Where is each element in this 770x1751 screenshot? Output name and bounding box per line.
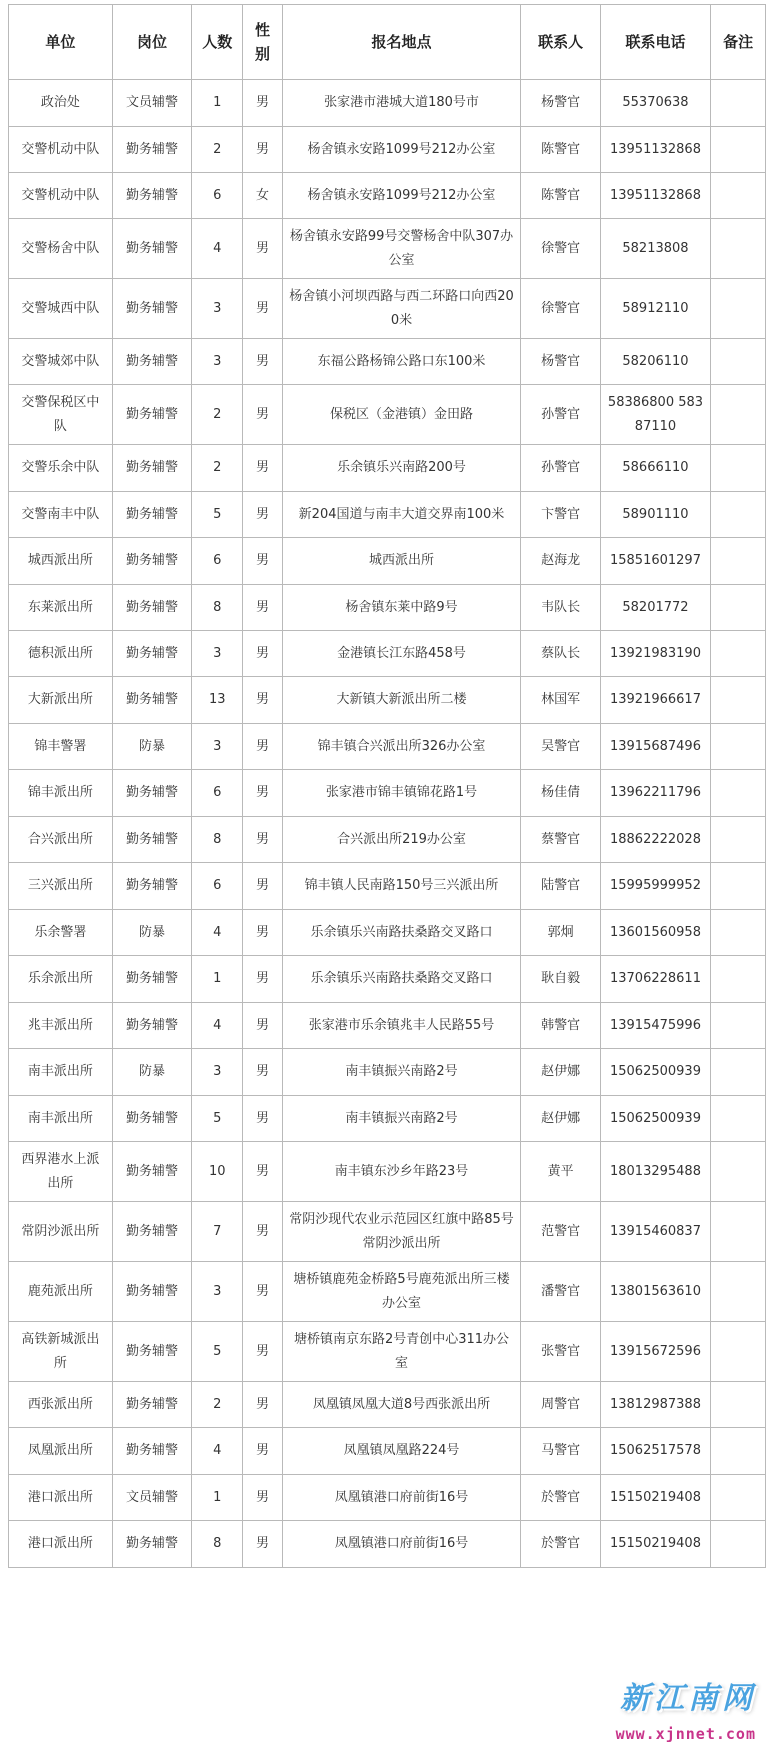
cell-contact: 於警官: [521, 1475, 600, 1521]
table-row: [9, 1521, 766, 1568]
cell-post: 勤务辅警: [112, 339, 191, 385]
cell-gender: 男: [243, 339, 282, 385]
cell-count: 5: [192, 1096, 243, 1142]
header-location: 报名地点: [282, 5, 521, 80]
cell-location: 金港镇长江东路458号: [282, 631, 521, 677]
cell-phone: 15062500939: [600, 1049, 711, 1096]
cell-count: 3: [192, 279, 243, 339]
cell-unit: 港口派出所: [9, 1475, 113, 1521]
cell-unit: 锦丰派出所: [9, 770, 113, 817]
cell-phone: 13812987388: [600, 1382, 711, 1428]
cell-count: 4: [192, 219, 243, 279]
cell-unit: 东莱派出所: [9, 585, 113, 631]
cell-count: 6: [192, 770, 243, 817]
cell-phone: 18862222028: [600, 817, 711, 863]
watermark-logo-text: 新江南网: [620, 1681, 756, 1716]
table-row: [9, 492, 766, 538]
cell-location: 合兴派出所219办公室: [282, 817, 521, 863]
cell-phone: 13601560958: [600, 910, 711, 956]
cell-remarks: [711, 724, 766, 770]
cell-phone: 55370638: [600, 80, 711, 127]
cell-count: 6: [192, 538, 243, 585]
cell-gender: 男: [243, 585, 282, 631]
cell-contact: 卞警官: [521, 492, 600, 538]
cell-post: 防暴: [112, 724, 191, 770]
cell-phone: 13921983190: [600, 631, 711, 677]
cell-post: 勤务辅警: [112, 631, 191, 677]
cell-post: 勤务辅警: [112, 1142, 191, 1202]
cell-remarks: [711, 1382, 766, 1428]
cell-gender: 男: [243, 445, 282, 492]
table-row: [9, 1428, 766, 1475]
cell-post: 勤务辅警: [112, 1382, 191, 1428]
table-row: [9, 80, 766, 127]
table-row: [9, 1142, 766, 1202]
cell-contact: 黄平: [521, 1142, 600, 1202]
cell-gender: 男: [243, 1475, 282, 1521]
cell-gender: 男: [243, 817, 282, 863]
cell-unit: 交警机动中队: [9, 127, 113, 173]
cell-count: 7: [192, 1202, 243, 1262]
cell-contact: 杨佳倩: [521, 770, 600, 817]
cell-contact: 耿自毅: [521, 956, 600, 1003]
cell-count: 2: [192, 445, 243, 492]
table-row: [9, 1202, 766, 1262]
cell-location: 乐余镇乐兴南路扶桑路交叉路口: [282, 956, 521, 1003]
cell-contact: 蔡警官: [521, 817, 600, 863]
cell-location: 大新镇大新派出所二楼: [282, 677, 521, 724]
cell-contact: 孙警官: [521, 445, 600, 492]
cell-post: 勤务辅警: [112, 1428, 191, 1475]
cell-unit: 三兴派出所: [9, 863, 113, 910]
cell-location: 锦丰镇人民南路150号三兴派出所: [282, 863, 521, 910]
table-row: [9, 585, 766, 631]
cell-gender: 男: [243, 1049, 282, 1096]
cell-contact: 郭炯: [521, 910, 600, 956]
cell-gender: 女: [243, 173, 282, 219]
cell-location: 杨舍镇永安路1099号212办公室: [282, 127, 521, 173]
cell-post: 勤务辅警: [112, 817, 191, 863]
cell-phone: 13706228611: [600, 956, 711, 1003]
cell-remarks: [711, 863, 766, 910]
cell-unit: 乐余警署: [9, 910, 113, 956]
cell-gender: 男: [243, 80, 282, 127]
cell-count: 3: [192, 1262, 243, 1322]
table-row: [9, 339, 766, 385]
cell-location: 城西派出所: [282, 538, 521, 585]
cell-remarks: [711, 538, 766, 585]
cell-gender: 男: [243, 279, 282, 339]
table-row: [9, 1003, 766, 1049]
cell-gender: 男: [243, 956, 282, 1003]
cell-gender: 男: [243, 910, 282, 956]
cell-remarks: [711, 1202, 766, 1262]
cell-contact: 徐警官: [521, 219, 600, 279]
cell-location: 张家港市港城大道180号市: [282, 80, 521, 127]
cell-location: 东福公路杨锦公路口东100米: [282, 339, 521, 385]
cell-location: 凤凰镇凤凰大道8号西张派出所: [282, 1382, 521, 1428]
cell-unit: 政治处: [9, 80, 113, 127]
cell-unit: 南丰派出所: [9, 1096, 113, 1142]
cell-post: 勤务辅警: [112, 863, 191, 910]
cell-unit: 合兴派出所: [9, 817, 113, 863]
header-unit: 单位: [9, 5, 113, 80]
cell-remarks: [711, 677, 766, 724]
cell-count: 10: [192, 1142, 243, 1202]
cell-contact: 潘警官: [521, 1262, 600, 1322]
cell-gender: 男: [243, 724, 282, 770]
cell-contact: 林国军: [521, 677, 600, 724]
table-body: [9, 80, 766, 1568]
cell-remarks: [711, 279, 766, 339]
cell-contact: 赵海龙: [521, 538, 600, 585]
cell-phone: 13915672596: [600, 1322, 711, 1382]
cell-unit: 城西派出所: [9, 538, 113, 585]
cell-post: 勤务辅警: [112, 770, 191, 817]
cell-post: 勤务辅警: [112, 677, 191, 724]
cell-phone: 58386800 58387110: [600, 385, 711, 445]
cell-remarks: [711, 631, 766, 677]
cell-count: 8: [192, 585, 243, 631]
cell-location: 凤凰镇港口府前街16号: [282, 1521, 521, 1568]
cell-count: 3: [192, 631, 243, 677]
cell-contact: 陆警官: [521, 863, 600, 910]
cell-remarks: [711, 770, 766, 817]
table-row: [9, 1322, 766, 1382]
cell-remarks: [711, 127, 766, 173]
cell-count: 5: [192, 1322, 243, 1382]
cell-post: 勤务辅警: [112, 1202, 191, 1262]
cell-unit: 交警保税区中队: [9, 385, 113, 445]
cell-post: 勤务辅警: [112, 1322, 191, 1382]
cell-post: 文员辅警: [112, 80, 191, 127]
cell-contact: 韩警官: [521, 1003, 600, 1049]
cell-count: 2: [192, 1382, 243, 1428]
cell-post: 勤务辅警: [112, 385, 191, 445]
cell-unit: 交警机动中队: [9, 173, 113, 219]
cell-remarks: [711, 1096, 766, 1142]
cell-contact: 於警官: [521, 1521, 600, 1568]
cell-count: 4: [192, 910, 243, 956]
table-header-row: [9, 5, 766, 80]
table-row: [9, 1096, 766, 1142]
table-row: [9, 817, 766, 863]
cell-post: 勤务辅警: [112, 127, 191, 173]
cell-contact: 范警官: [521, 1202, 600, 1262]
cell-unit: 西张派出所: [9, 1382, 113, 1428]
watermark-url: www.xjnnet.com: [615, 1725, 756, 1743]
cell-gender: 男: [243, 538, 282, 585]
cell-phone: 58201772: [600, 585, 711, 631]
cell-remarks: [711, 1262, 766, 1322]
cell-count: 1: [192, 80, 243, 127]
cell-location: 常阴沙现代农业示范园区红旗中路85号常阴沙派出所: [282, 1202, 521, 1262]
cell-location: 南丰镇振兴南路2号: [282, 1049, 521, 1096]
cell-remarks: [711, 1003, 766, 1049]
cell-post: 防暴: [112, 910, 191, 956]
cell-remarks: [711, 173, 766, 219]
cell-unit: 西界港水上派出所: [9, 1142, 113, 1202]
cell-unit: 凤凰派出所: [9, 1428, 113, 1475]
cell-unit: 交警乐余中队: [9, 445, 113, 492]
cell-post: 勤务辅警: [112, 173, 191, 219]
table-row: [9, 173, 766, 219]
table-row: [9, 956, 766, 1003]
cell-count: 3: [192, 1049, 243, 1096]
cell-location: 杨舍镇永安路99号交警杨舍中队307办公室: [282, 219, 521, 279]
cell-phone: 13962211796: [600, 770, 711, 817]
cell-gender: 男: [243, 1382, 282, 1428]
cell-phone: 13951132868: [600, 127, 711, 173]
cell-remarks: [711, 219, 766, 279]
table-row: [9, 127, 766, 173]
cell-count: 6: [192, 173, 243, 219]
cell-location: 杨舍镇东莱中路9号: [282, 585, 521, 631]
cell-phone: 15150219408: [600, 1475, 711, 1521]
cell-phone: 18013295488: [600, 1142, 711, 1202]
cell-location: 张家港市乐余镇兆丰人民路55号: [282, 1003, 521, 1049]
cell-unit: 南丰派出所: [9, 1049, 113, 1096]
cell-location: 凤凰镇港口府前街16号: [282, 1475, 521, 1521]
cell-post: 勤务辅警: [112, 956, 191, 1003]
cell-location: 南丰镇东沙乡年路23号: [282, 1142, 521, 1202]
cell-post: 勤务辅警: [112, 585, 191, 631]
cell-remarks: [711, 910, 766, 956]
cell-remarks: [711, 1322, 766, 1382]
cell-contact: 赵伊娜: [521, 1096, 600, 1142]
cell-unit: 德积派出所: [9, 631, 113, 677]
cell-phone: 58666110: [600, 445, 711, 492]
cell-unit: 交警城郊中队: [9, 339, 113, 385]
cell-count: 8: [192, 817, 243, 863]
cell-phone: 58901110: [600, 492, 711, 538]
cell-gender: 男: [243, 1521, 282, 1568]
cell-contact: 赵伊娜: [521, 1049, 600, 1096]
cell-remarks: [711, 956, 766, 1003]
cell-phone: 15062517578: [600, 1428, 711, 1475]
cell-contact: 杨警官: [521, 339, 600, 385]
table-row: [9, 385, 766, 445]
table-row: [9, 445, 766, 492]
cell-gender: 男: [243, 677, 282, 724]
cell-remarks: [711, 1521, 766, 1568]
cell-unit: 兆丰派出所: [9, 1003, 113, 1049]
cell-contact: 徐警官: [521, 279, 600, 339]
header-post: 岗位: [112, 5, 191, 80]
cell-location: 新204国道与南丰大道交界南100米: [282, 492, 521, 538]
cell-phone: 13921966617: [600, 677, 711, 724]
cell-count: 4: [192, 1428, 243, 1475]
cell-unit: 大新派出所: [9, 677, 113, 724]
cell-remarks: [711, 80, 766, 127]
cell-remarks: [711, 445, 766, 492]
cell-remarks: [711, 817, 766, 863]
cell-count: 13: [192, 677, 243, 724]
cell-contact: 杨警官: [521, 80, 600, 127]
cell-count: 4: [192, 1003, 243, 1049]
cell-count: 3: [192, 339, 243, 385]
cell-gender: 男: [243, 1202, 282, 1262]
cell-gender: 男: [243, 863, 282, 910]
table-row: [9, 538, 766, 585]
cell-gender: 男: [243, 492, 282, 538]
cell-post: 勤务辅警: [112, 1003, 191, 1049]
cell-gender: 男: [243, 127, 282, 173]
cell-location: 张家港市锦丰镇锦花路1号: [282, 770, 521, 817]
cell-phone: 15851601297: [600, 538, 711, 585]
cell-phone: 13951132868: [600, 173, 711, 219]
table-row: [9, 219, 766, 279]
cell-location: 南丰镇振兴南路2号: [282, 1096, 521, 1142]
cell-count: 1: [192, 1475, 243, 1521]
cell-post: 勤务辅警: [112, 1096, 191, 1142]
cell-unit: 交警南丰中队: [9, 492, 113, 538]
table-row: [9, 1049, 766, 1096]
cell-phone: 15995999952: [600, 863, 711, 910]
table-row: [9, 910, 766, 956]
cell-phone: 13801563610: [600, 1262, 711, 1322]
header-gender: 性别: [243, 5, 282, 80]
table-row: [9, 279, 766, 339]
header-remarks: 备注: [711, 5, 766, 80]
cell-unit: 乐余派出所: [9, 956, 113, 1003]
cell-gender: 男: [243, 1428, 282, 1475]
cell-phone: 15150219408: [600, 1521, 711, 1568]
table-row: [9, 1475, 766, 1521]
cell-post: 勤务辅警: [112, 1521, 191, 1568]
cell-count: 1: [192, 956, 243, 1003]
recruitment-table: [8, 4, 766, 1568]
cell-unit: 交警杨舍中队: [9, 219, 113, 279]
cell-contact: 周警官: [521, 1382, 600, 1428]
cell-location: 杨舍镇永安路1099号212办公室: [282, 173, 521, 219]
cell-contact: 陈警官: [521, 127, 600, 173]
table-row: [9, 1262, 766, 1322]
table-row: [9, 724, 766, 770]
cell-gender: 男: [243, 385, 282, 445]
cell-gender: 男: [243, 1003, 282, 1049]
cell-remarks: [711, 1049, 766, 1096]
cell-remarks: [711, 585, 766, 631]
cell-gender: 男: [243, 1142, 282, 1202]
cell-phone: 13915687496: [600, 724, 711, 770]
cell-phone: 13915460837: [600, 1202, 711, 1262]
cell-contact: 吴警官: [521, 724, 600, 770]
cell-location: 杨舍镇小河坝西路与西二环路口向西200米: [282, 279, 521, 339]
cell-gender: 男: [243, 631, 282, 677]
cell-remarks: [711, 492, 766, 538]
cell-location: 乐余镇乐兴南路扶桑路交叉路口: [282, 910, 521, 956]
cell-remarks: [711, 385, 766, 445]
cell-count: 5: [192, 492, 243, 538]
cell-unit: 高铁新城派出所: [9, 1322, 113, 1382]
cell-location: 塘桥镇鹿苑金桥路5号鹿苑派出所三楼办公室: [282, 1262, 521, 1322]
cell-phone: 13915475996: [600, 1003, 711, 1049]
table-row: [9, 770, 766, 817]
cell-post: 勤务辅警: [112, 445, 191, 492]
cell-gender: 男: [243, 1322, 282, 1382]
cell-gender: 男: [243, 770, 282, 817]
cell-phone: 15062500939: [600, 1096, 711, 1142]
table-row: [9, 677, 766, 724]
table-row: [9, 631, 766, 677]
header-contact: 联系人: [521, 5, 600, 80]
header-count: 人数: [192, 5, 243, 80]
cell-phone: 58206110: [600, 339, 711, 385]
cell-contact: 孙警官: [521, 385, 600, 445]
cell-remarks: [711, 1428, 766, 1475]
cell-unit: 港口派出所: [9, 1521, 113, 1568]
cell-unit: 锦丰警署: [9, 724, 113, 770]
site-watermark: [596, 1673, 766, 1747]
cell-location: 保税区（金港镇）金田路: [282, 385, 521, 445]
cell-post: 勤务辅警: [112, 279, 191, 339]
cell-post: 文员辅警: [112, 1475, 191, 1521]
cell-unit: 常阴沙派出所: [9, 1202, 113, 1262]
cell-post: 勤务辅警: [112, 1262, 191, 1322]
cell-count: 3: [192, 724, 243, 770]
cell-contact: 韦队长: [521, 585, 600, 631]
cell-count: 2: [192, 127, 243, 173]
cell-gender: 男: [243, 1262, 282, 1322]
cell-remarks: [711, 339, 766, 385]
cell-remarks: [711, 1142, 766, 1202]
cell-contact: 蔡队长: [521, 631, 600, 677]
cell-unit: 交警城西中队: [9, 279, 113, 339]
cell-remarks: [711, 1475, 766, 1521]
cell-post: 防暴: [112, 1049, 191, 1096]
cell-location: 塘桥镇南京东路2号青创中心311办公室: [282, 1322, 521, 1382]
cell-count: 8: [192, 1521, 243, 1568]
cell-gender: 男: [243, 1096, 282, 1142]
cell-post: 勤务辅警: [112, 219, 191, 279]
cell-contact: 张警官: [521, 1322, 600, 1382]
cell-post: 勤务辅警: [112, 538, 191, 585]
cell-count: 2: [192, 385, 243, 445]
cell-contact: 陈警官: [521, 173, 600, 219]
cell-location: 锦丰镇合兴派出所326办公室: [282, 724, 521, 770]
cell-phone: 58213808: [600, 219, 711, 279]
header-phone: 联系电话: [600, 5, 711, 80]
table-row: [9, 863, 766, 910]
cell-count: 6: [192, 863, 243, 910]
table-row: [9, 1382, 766, 1428]
cell-gender: 男: [243, 219, 282, 279]
cell-contact: 马警官: [521, 1428, 600, 1475]
cell-phone: 58912110: [600, 279, 711, 339]
cell-location: 凤凰镇凤凰路224号: [282, 1428, 521, 1475]
cell-location: 乐余镇乐兴南路200号: [282, 445, 521, 492]
cell-unit: 鹿苑派出所: [9, 1262, 113, 1322]
cell-post: 勤务辅警: [112, 492, 191, 538]
